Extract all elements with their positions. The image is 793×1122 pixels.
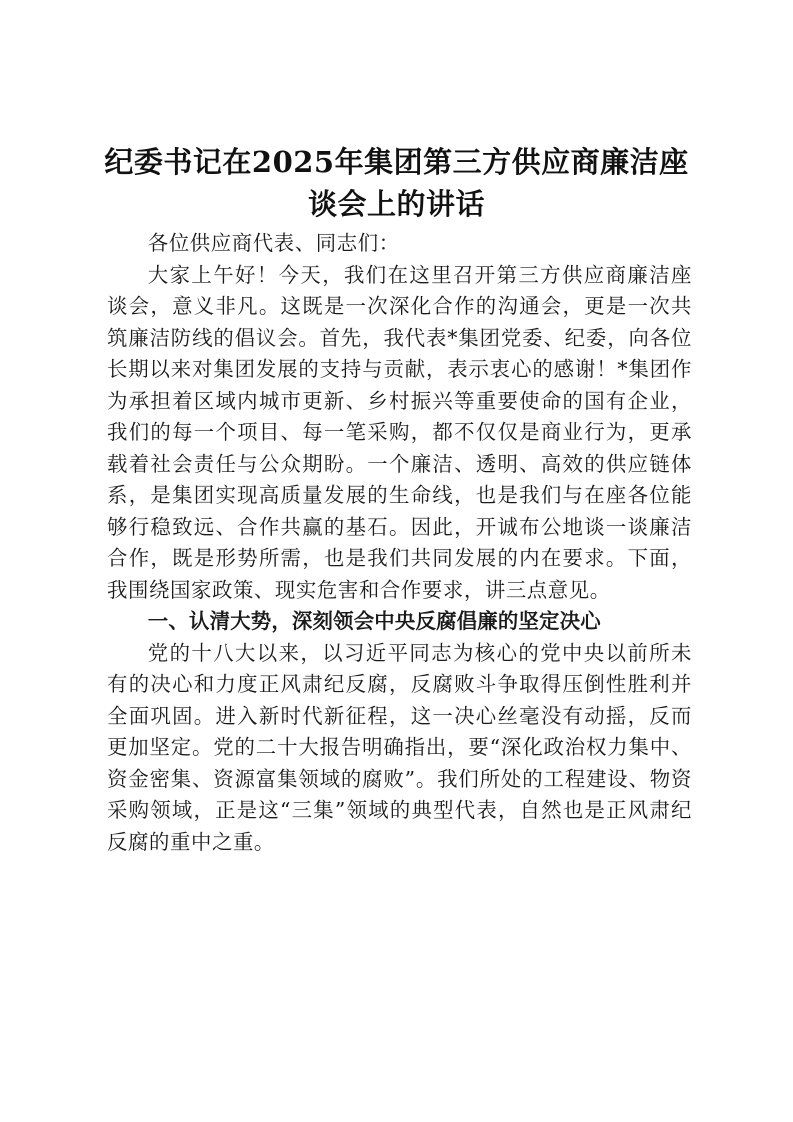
paragraph-section-1: 党的十八大以来，以习近平同志为核心的党中央以前所未有的决心和力度正风肃纪反腐，反腐败斗争取得压倒性胜利并全面巩固。进入新时代新征程，这一决心丝毫没有动摇，反而更加坚定。党的二十大报告明确指出，要“深化政治权力集中、资金密集、资源富集领域的腐败”。我们所处的工程建设、物资采购领域，正是这“三集”领域的典型代表，自然也是正风肃纪反腐的重中之重。 [107,640,692,854]
document-body [107,228,692,858]
greeting: 各位供应商代表、同志们： [147,231,400,255]
paragraph-opening: 大家上午好！今天，我们在这里召开第三方供应商廉洁座谈会，意义非凡。这既是一次深化合作的沟通会，更是一次共筑廉洁防线的倡议会。首先，我代表*集团党委、纪委，向各位长期以来对集团发展的支持与贡献，表示衷心的感谢！*集团作为承担着区域内城市更新、乡村振兴等重要使命的国有企业，我们的每一个项目、每一笔采购，都不仅仅是商业行为，更承载着社会责任与公众期盼。一个廉洁、透明、高效的供应链体系，是集团实现高质量发展的生命线，也是我们与在座各位能够行稳致远、合作共赢的基石。因此，开诚布公地谈一谈廉洁合作，既是形势所需，也是我们共同发展的内在要求。下面，我围绕国家政策、现实危害和合作要求，讲三点意见。 [107,262,692,602]
document-title [100,141,693,225]
title-line-2: 谈会上的讲话 [307,187,485,221]
title-line-1: 纪委书记在2025年集团第三方供应商廉洁座 [104,145,689,179]
section-heading-1: 一、认清大势，深刻领会中央反腐倡廉的坚定决心 [147,609,601,633]
